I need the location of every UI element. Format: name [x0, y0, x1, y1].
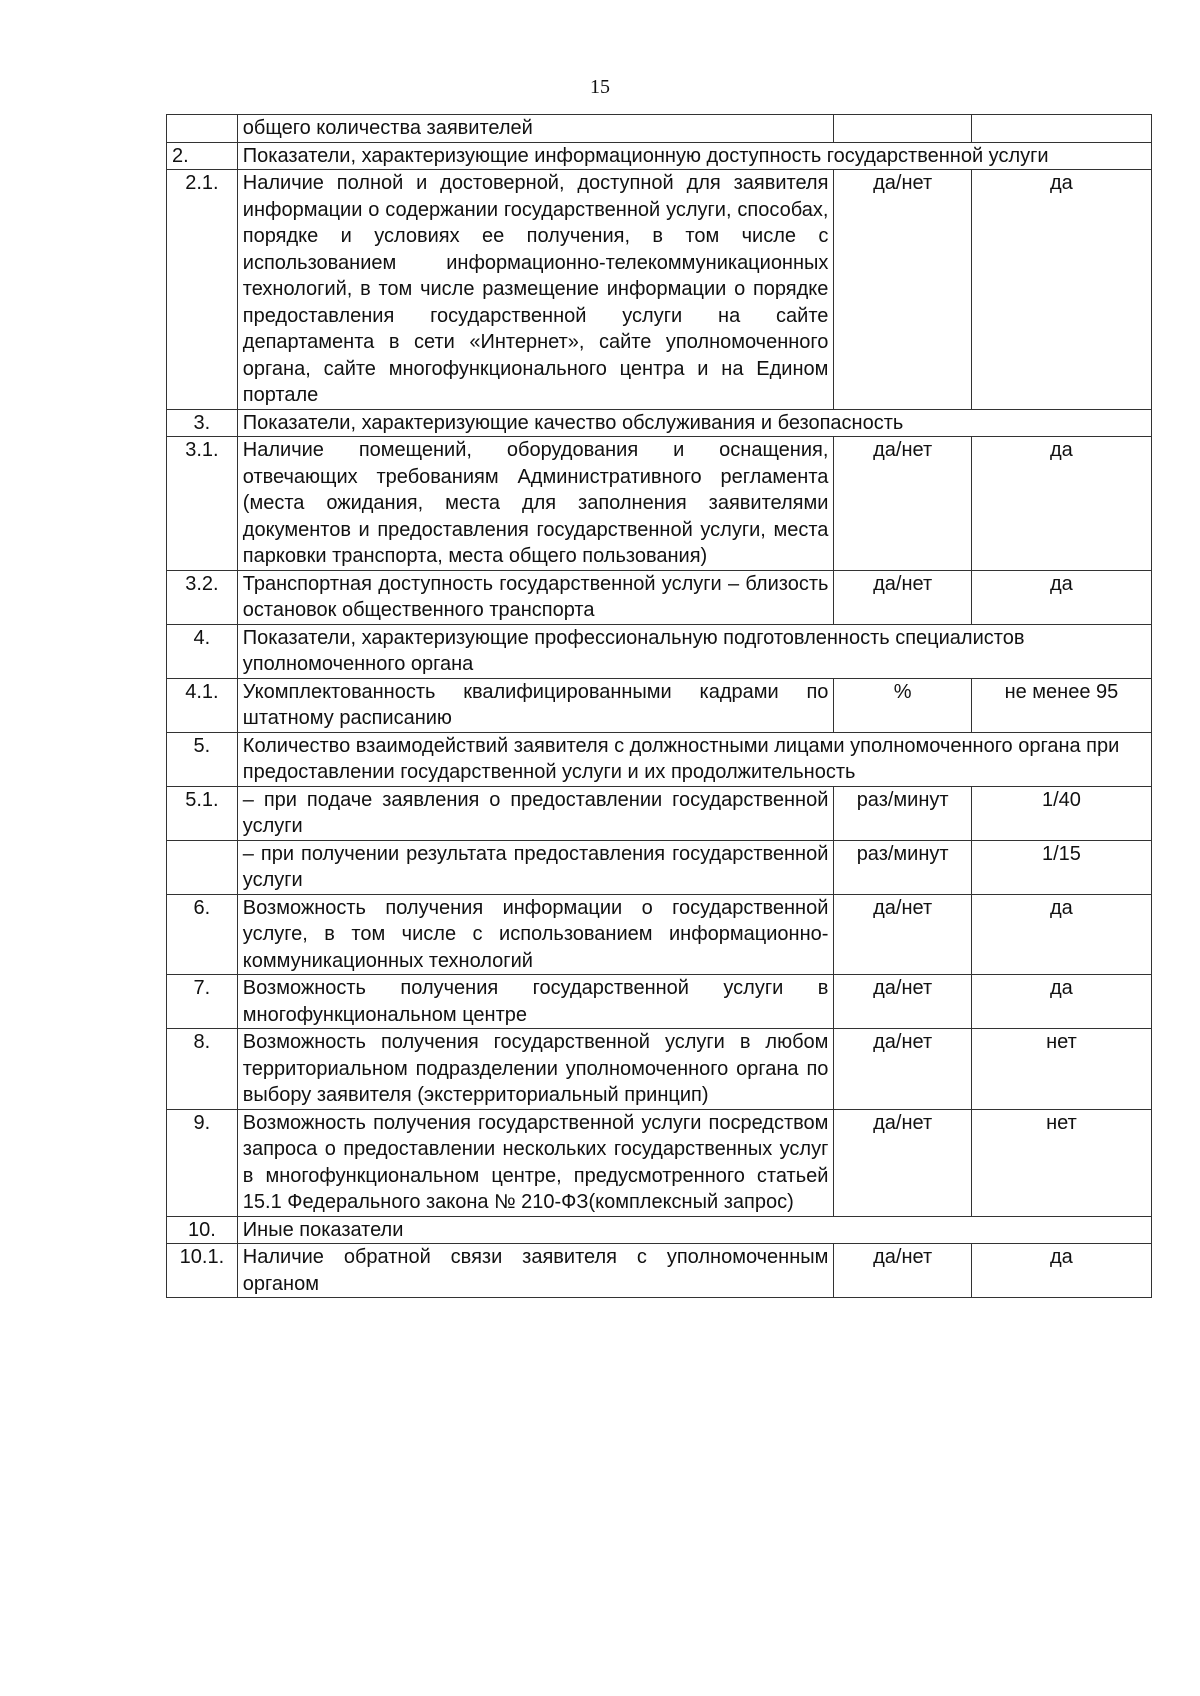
- table-section-row: [167, 142, 1152, 170]
- row-number: 10.1.: [167, 1244, 238, 1298]
- indicator-description: Возможность получения государственной услуги в любом территориальном подразделении уполномоченного органа по выбору заявителя (экстерриториальный принцип): [237, 1029, 834, 1110]
- indicator-value: нет: [971, 1029, 1151, 1110]
- table-row: [167, 975, 1152, 1029]
- indicator-value: 1/15: [971, 840, 1151, 894]
- indicator-description: – при подаче заявления о предоставлении государственной услуги: [237, 786, 834, 840]
- indicator-value: [971, 115, 1151, 143]
- row-number: 5.: [167, 732, 238, 786]
- table-row: [167, 437, 1152, 571]
- indicator-value: 1/40: [971, 786, 1151, 840]
- indicator-value: да: [971, 894, 1151, 975]
- row-number: 8.: [167, 1029, 238, 1110]
- section-title: Иные показатели: [237, 1216, 1151, 1244]
- row-number: 6.: [167, 894, 238, 975]
- table-row: [167, 840, 1152, 894]
- row-number: 3.: [167, 409, 238, 437]
- row-number: 9.: [167, 1109, 238, 1216]
- indicator-unit: да/нет: [834, 1109, 971, 1216]
- row-number: 4.1.: [167, 678, 238, 732]
- table-section-row: [167, 732, 1152, 786]
- indicator-description: Транспортная доступность государственной услуги – близость остановок общественного транспорта: [237, 570, 834, 624]
- row-number: 4.: [167, 624, 238, 678]
- indicator-description: Наличие помещений, оборудования и оснащения, отвечающих требованиям Административного регламента (места ожидания, места для заполнения заявителями документов и предоставления государственной услуги, места парковки транспорта, места общего пользования): [237, 437, 834, 571]
- section-title: Показатели, характеризующие информационную доступность государственной услуги: [237, 142, 1151, 170]
- indicator-description: Наличие полной и достоверной, доступной для заявителя информации о содержании государственной услуги, способах, порядке и условиях ее получения, в том числе с использованием информационно-телекоммуникационных технологий, в том числе размещение информации о порядке предоставления государственной услуги на сайте департамента в сети «Интернет», сайте уполномоченного органа, сайте многофункционального центра и на Едином портале: [237, 170, 834, 410]
- indicator-value: да: [971, 1244, 1151, 1298]
- indicator-unit: да/нет: [834, 437, 971, 571]
- indicator-value: да: [971, 437, 1151, 571]
- row-number: 10.: [167, 1216, 238, 1244]
- table-row: [167, 1029, 1152, 1110]
- indicator-value: нет: [971, 1109, 1151, 1216]
- indicator-description: Возможность получения информации о государственной услуге, в том числе с использованием информационно-коммуникационных технологий: [237, 894, 834, 975]
- table-row: [167, 894, 1152, 975]
- indicator-description: Наличие обратной связи заявителя с уполномоченным органом: [237, 1244, 834, 1298]
- indicator-unit: %: [834, 678, 971, 732]
- table-row: [167, 1109, 1152, 1216]
- table-row: [167, 570, 1152, 624]
- indicator-description: – при получении результата предоставления государственной услуги: [237, 840, 834, 894]
- section-title: Количество взаимодействий заявителя с должностными лицами уполномоченного органа при предоставлении государственной услуги и их продолжительность: [237, 732, 1151, 786]
- row-number: 3.1.: [167, 437, 238, 571]
- table-row: [167, 115, 1152, 143]
- table-section-row: [167, 409, 1152, 437]
- row-number: 7.: [167, 975, 238, 1029]
- indicator-unit: да/нет: [834, 570, 971, 624]
- indicator-value: да: [971, 975, 1151, 1029]
- indicator-unit: раз/минут: [834, 786, 971, 840]
- indicator-description: Возможность получения государственной услуги посредством запроса о предоставлении нескольких государственных услуг в многофункциональном центре, предусмотренного статьей 15.1 Федерального закона № 210-ФЗ(комплексный запрос): [237, 1109, 834, 1216]
- table-section-row: [167, 624, 1152, 678]
- section-title: Показатели, характеризующие качество обслуживания и безопасность: [237, 409, 1151, 437]
- table-row: [167, 786, 1152, 840]
- table-row: [167, 678, 1152, 732]
- row-number: 2.: [167, 142, 238, 170]
- table-row: [167, 170, 1152, 410]
- row-number: 3.2.: [167, 570, 238, 624]
- row-number: [167, 840, 238, 894]
- row-number: 2.1.: [167, 170, 238, 410]
- indicators-table-body: [167, 115, 1152, 1298]
- indicator-description: общего количества заявителей: [237, 115, 834, 143]
- row-number: [167, 115, 238, 143]
- indicator-unit: да/нет: [834, 1244, 971, 1298]
- indicators-table: [166, 114, 1152, 1298]
- indicator-unit: да/нет: [834, 170, 971, 410]
- indicator-unit: да/нет: [834, 1029, 971, 1110]
- section-title: Показатели, характеризующие профессиональную подготовленность специалистов уполномоченного органа: [237, 624, 1151, 678]
- indicator-unit: да/нет: [834, 894, 971, 975]
- indicator-description: Укомплектованность квалифицированными кадрами по штатному расписанию: [237, 678, 834, 732]
- row-number: 5.1.: [167, 786, 238, 840]
- indicator-description: Возможность получения государственной услуги в многофункциональном центре: [237, 975, 834, 1029]
- indicator-unit: раз/минут: [834, 840, 971, 894]
- indicator-value: не менее 95: [971, 678, 1151, 732]
- indicator-unit: да/нет: [834, 975, 971, 1029]
- table-row: [167, 1244, 1152, 1298]
- indicator-value: да: [971, 170, 1151, 410]
- page-number: 15: [590, 76, 610, 98]
- indicator-unit: [834, 115, 971, 143]
- table-section-row: [167, 1216, 1152, 1244]
- indicator-value: да: [971, 570, 1151, 624]
